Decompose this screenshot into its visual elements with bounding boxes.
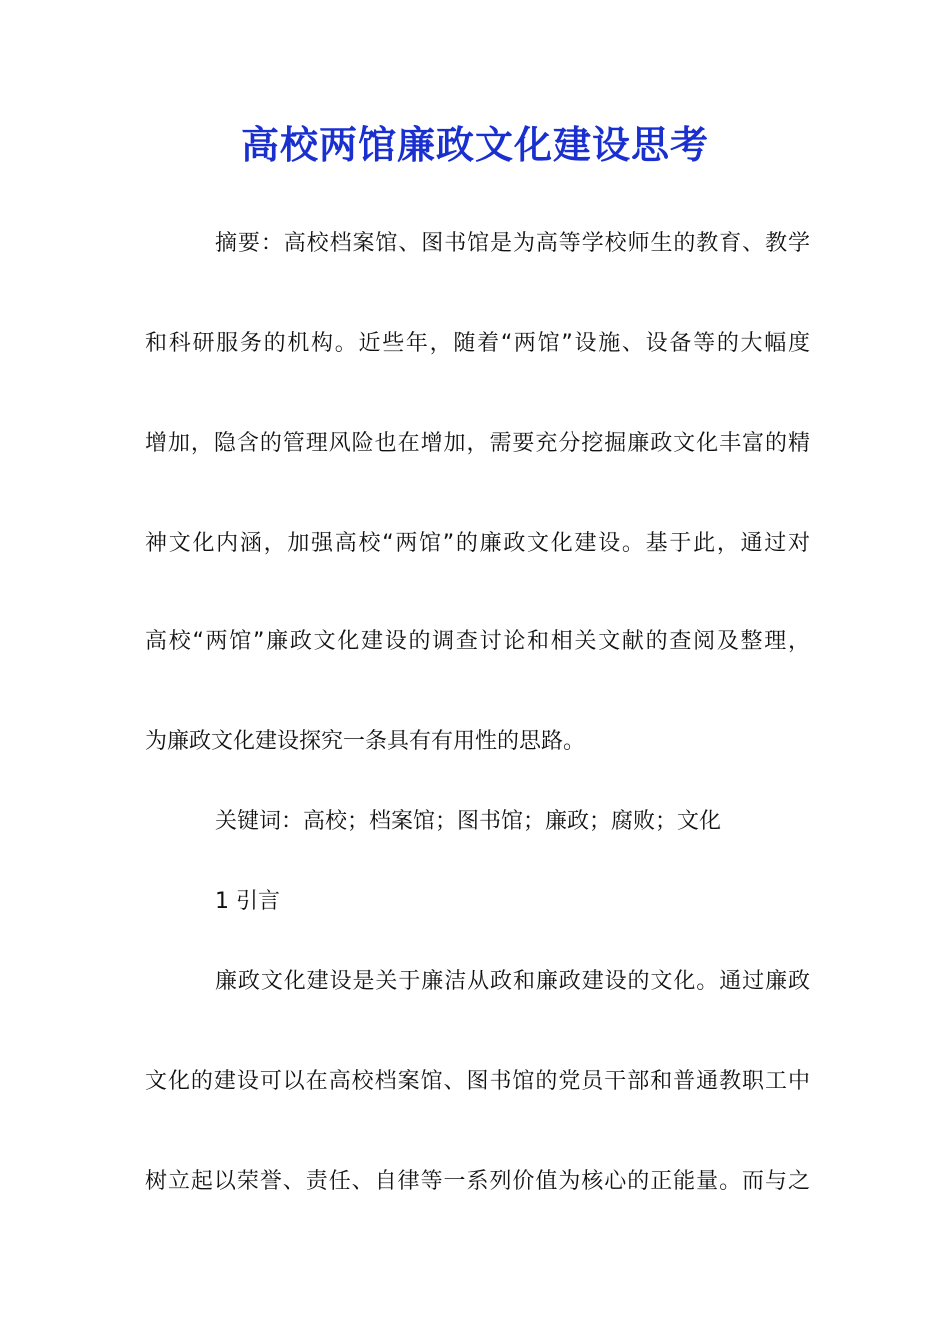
abstract-line: 摘要：高校档案馆、图书馆是为高等学校师生的教育、教学 [215, 231, 810, 256]
abstract-line: 增加，隐含的管理风险也在增加，需要充分挖掘廉政文化丰富的精 [145, 431, 810, 456]
document-title: 高校两馆廉政文化建设思考 [240, 122, 709, 167]
abstract-line: 神文化内涵，加强高校“两馆”的廉政文化建设。基于此，通过对 [145, 531, 810, 556]
keywords-line: 关键词：高校；档案馆；图书馆；廉政；腐败；文化 [215, 809, 722, 834]
abstract-line: 为廉政文化建设探究一条具有有用性的思路。 [145, 729, 586, 754]
abstract-line: 高校“两馆”廉政文化建设的调查讨论和相关文献的查阅及整理， [145, 629, 810, 654]
abstract-line: 和科研服务的机构。近些年，随着“两馆”设施、设备等的大幅度 [145, 331, 810, 356]
section-heading: 1 引言 [215, 889, 280, 914]
body-line: 树立起以荣誉、责任、自律等一系列价值为核心的正能量。而与之 [145, 1169, 810, 1194]
body-line: 文化的建设可以在高校档案馆、图书馆的党员干部和普通教职工中 [145, 1069, 810, 1094]
body-line: 廉政文化建设是关于廉洁从政和廉政建设的文化。通过廉政 [215, 969, 810, 994]
